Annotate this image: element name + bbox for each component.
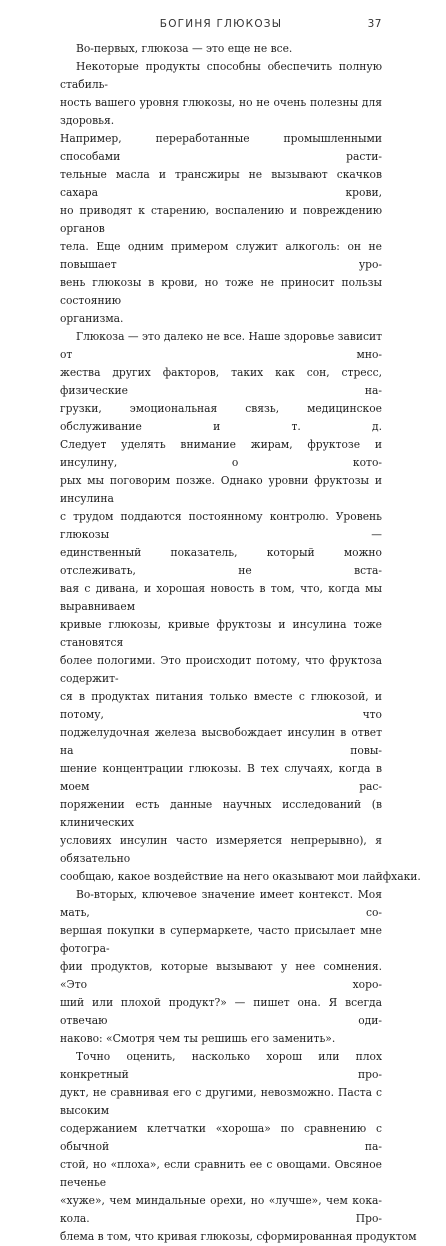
- text-line: рых мы поговорим позже. Однако уровни фруктозы и инсулина: [60, 474, 382, 505]
- paragraph: [60, 886, 382, 1048]
- paragraph: [60, 1048, 417, 1246]
- text-line: грузки, эмоциональная связь, медицинское обслуживание и т. д.: [60, 402, 382, 433]
- text-line: дукт, не сравнивая его с другими, невозможно. Паста с высоким: [60, 1086, 382, 1117]
- text-line: более пологими. Это происходит потому, что фруктоза содержит-: [60, 654, 382, 685]
- text-line: Например, переработанные промышленными способами расти-: [60, 132, 382, 163]
- text-line: сообщаю, какое воздействие на него оказывают мои лайфхаки.: [60, 870, 421, 883]
- text-line: Во-вторых, ключевое значение имеет контекст. Моя мать, со-: [60, 888, 382, 919]
- text-line: Следует уделять внимание жирам, фруктозе и инсулину, о кото-: [60, 438, 382, 469]
- text-line: вень глюкозы в крови, но тоже не приносит пользы состоянию: [60, 276, 382, 307]
- chapter-title: БОГИНЯ ГЛЮКОЗЫ: [159, 18, 283, 30]
- text-line: содержанием клетчатки «хороша» по сравнению с обычной па-: [60, 1122, 382, 1153]
- text-line: стой, но «плоха», если сравнить ее с овощами. Овсяное печенье: [60, 1158, 382, 1189]
- text-line: фии продуктов, которые вызывают у нее сомнения. «Это хоро-: [60, 960, 382, 991]
- text-line: Точно оценить, насколько хорош или плох конкретный про-: [60, 1050, 382, 1081]
- body-text: [60, 40, 421, 1246]
- text-line: но приводят к старению, воспалению и повреждению органов: [60, 204, 382, 235]
- text-line: тела. Еще одним примером служит алкоголь: он не повышает уро-: [60, 240, 382, 271]
- text-line: тельные масла и трансжиры не вызывают скачков сахара крови,: [60, 168, 382, 199]
- text-line: Глюкоза — это далеко не все. Наше здоровье зависит от мно-: [60, 330, 382, 361]
- text-line: кривые глюкозы, кривые фруктозы и инсулина тоже становятся: [60, 618, 382, 649]
- text-line: ся в продуктах питания только вместе с глюкозой, и потому, что: [60, 690, 382, 721]
- paragraph: [60, 40, 382, 58]
- text-line: вая с дивана, и хорошая новость в том, что, когда мы выравниваем: [60, 582, 382, 613]
- paragraph: [60, 328, 421, 886]
- text-line: шение концентрации глюкозы. В тех случаях, когда в моем рас-: [60, 762, 382, 793]
- text-line: поряжении есть данные научных исследований (в клинических: [60, 798, 382, 829]
- text-line: жества других факторов, таких как сон, стресс, физические на-: [60, 366, 382, 397]
- text-line: организма.: [60, 312, 124, 325]
- text-line: «хуже», чем миндальные орехи, но «лучше», чем кока-кола. Про-: [60, 1194, 382, 1225]
- text-line: единственный показатель, который можно отслеживать, не вста-: [60, 546, 382, 577]
- text-line: условиях инсулин часто измеряется непрерывно), я обязательно: [60, 834, 382, 865]
- text-line: вершая покупки в супермаркете, часто присылает мне фотогра-: [60, 924, 382, 955]
- page-number: 37: [367, 18, 382, 30]
- text-line: ший или плохой продукт?» — пишет она. Я всегда отвечаю оди-: [60, 996, 382, 1027]
- text-line: поджелудочная железа высвобождает инсулин в ответ на повы-: [60, 726, 382, 757]
- text-line: блема в том, что кривая глюкозы, сформированная продуктом: [60, 1230, 417, 1243]
- text-line: ность вашего уровня глюкозы, но не очень полезны для здоровья.: [60, 96, 382, 127]
- text-line: Некоторые продукты способны обеспечить полную стабиль-: [60, 60, 382, 91]
- running-header: [60, 18, 382, 34]
- text-line: наково: «Смотря чем ты решишь его заменить».: [60, 1032, 336, 1045]
- text-line: Во-первых, глюкоза — это еще не все.: [76, 42, 293, 55]
- paragraph: [60, 58, 382, 328]
- text-line: с трудом поддаются постоянному контролю. Уровень глюкозы —: [60, 510, 382, 541]
